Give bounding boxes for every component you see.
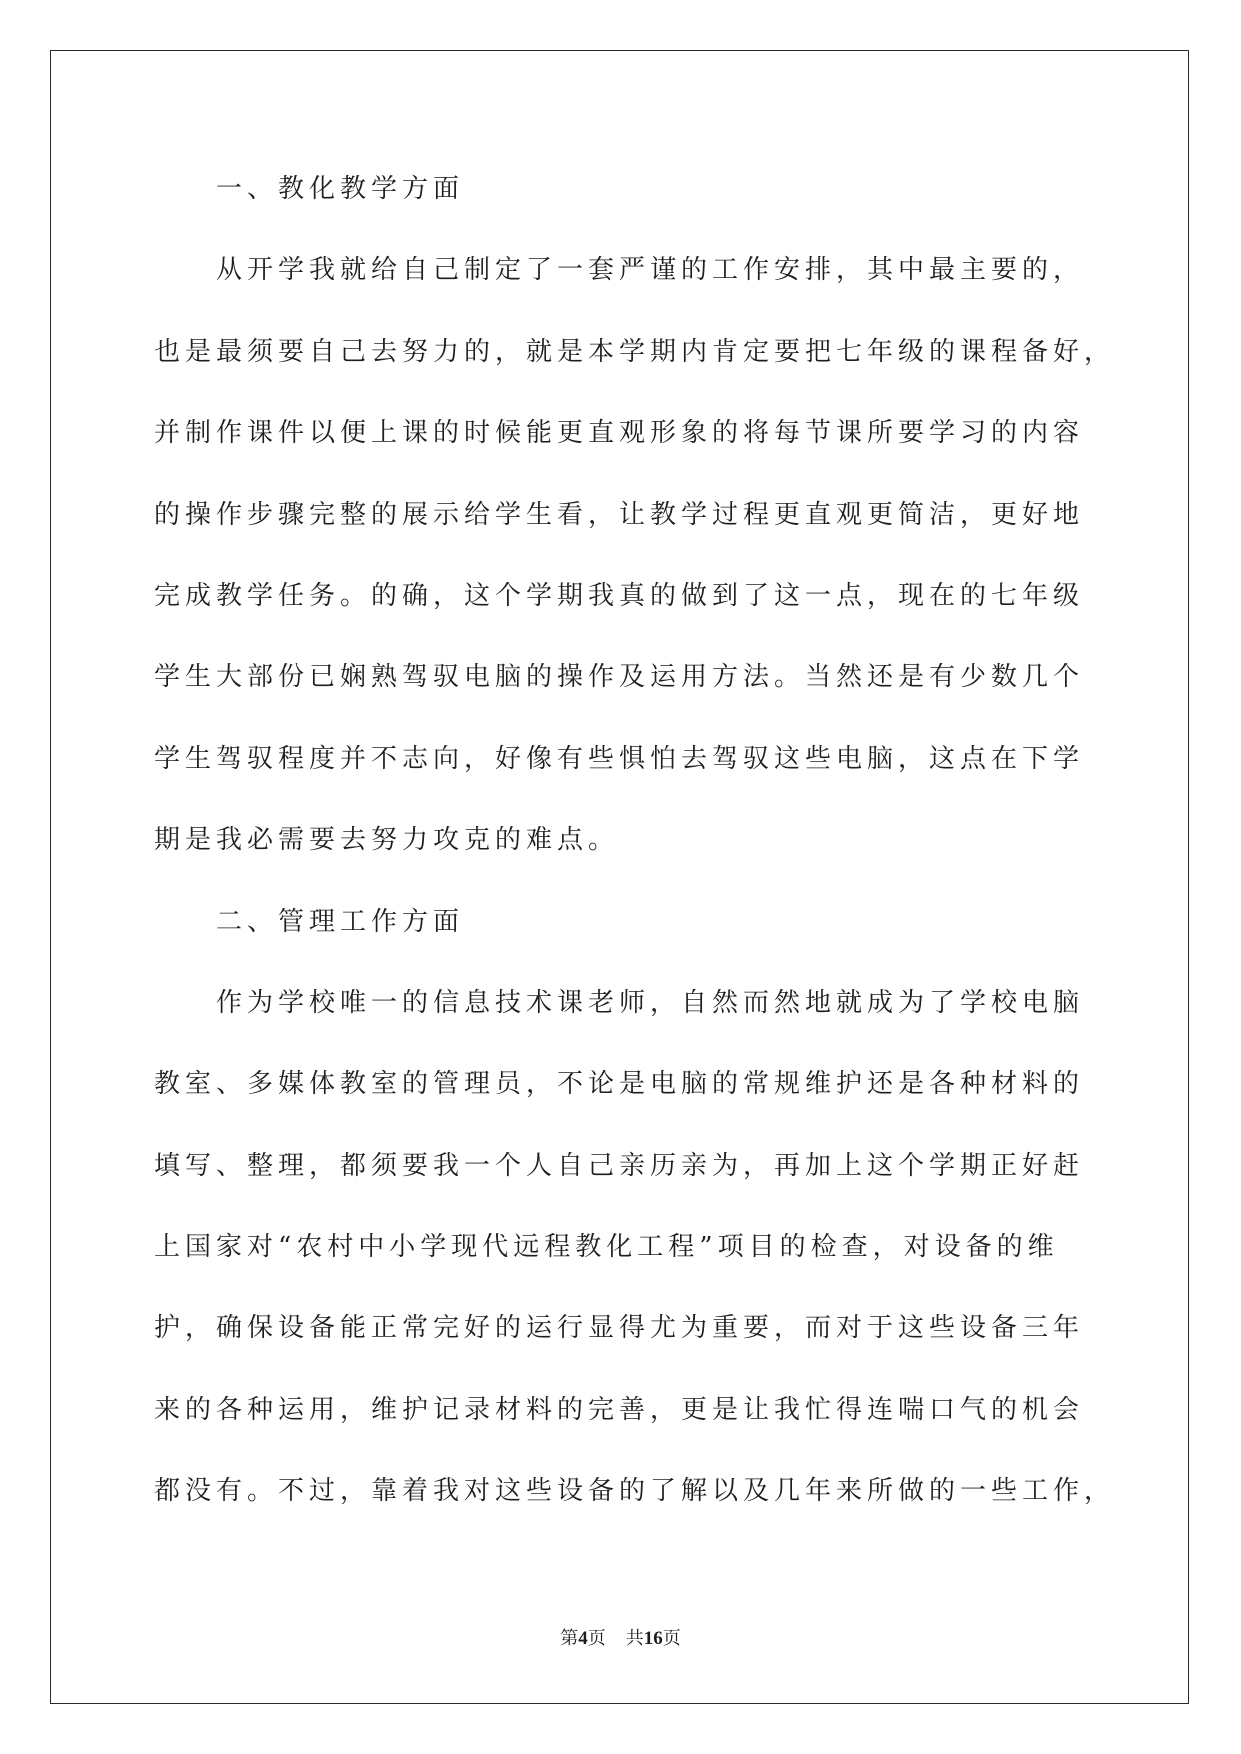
text-line: 并制作课件以便上课的时候能更直观形象的将每节课所要学习的内容 (154, 418, 1085, 449)
text-line: 教室、多媒体教室的管理员，不论是电脑的常规维护还是各种材料的 (154, 1069, 1085, 1100)
text-line: 填写、整理，都须要我一个人自己亲历亲为，再加上这个学期正好赶 (154, 1150, 1085, 1181)
page-number-prefix: 第 (560, 1628, 579, 1649)
text-line: 来的各种运用，维护记录材料的完善，更是让我忙得连喘口气的机会 (154, 1394, 1085, 1425)
document-body (154, 149, 1164, 1533)
total-pages: 16 (643, 1628, 663, 1649)
page-footer (0, 1626, 1241, 1652)
text-line: 学生驾驭程度并不志向，好像有些惧怕去驾驭这些电脑，这点在下学 (154, 743, 1085, 774)
total-pages-suffix: 页 (662, 1628, 681, 1649)
section-heading: 一、教化教学方面 (216, 174, 465, 204)
text-line: 从开学我就给自己制定了一套严谨的工作安排，其中最主要的， (216, 255, 1085, 286)
page-number-suffix: 页 (587, 1628, 606, 1649)
text-line: 期是我必需要去努力攻克的难点。 (154, 825, 620, 856)
page-number: 4 (578, 1628, 588, 1649)
text-line: 完成教学任务。的确，这个学期我真的做到了这一点，现在的七年级 (154, 580, 1085, 611)
text-line: 学生大部份已娴熟驾驭电脑的操作及运用方法。当然还是有少数几个 (154, 662, 1085, 693)
text-line: 上国家对“农村中小学现代远程教化工程”项目的检查，对设备的维 (154, 1232, 1059, 1263)
text-line: 的操作步骤完整的展示给学生看，让教学过程更直观更简洁，更好地 (154, 499, 1085, 530)
text-line: 作为学校唯一的信息技术课老师，自然而然地就成为了学校电脑 (216, 987, 1085, 1018)
text-line: 护，确保设备能正常完好的运行显得尤为重要，而对于这些设备三年 (154, 1313, 1085, 1344)
text-line: 都没有。不过，靠着我对这些设备的了解以及几年来所做的一些工作， (154, 1476, 1116, 1507)
total-pages-prefix: 共 (625, 1628, 644, 1649)
section-heading: 二、管理工作方面 (216, 906, 465, 937)
text-line: 也是最须要自己去努力的，就是本学期内肯定要把七年级的课程备好， (154, 336, 1116, 367)
